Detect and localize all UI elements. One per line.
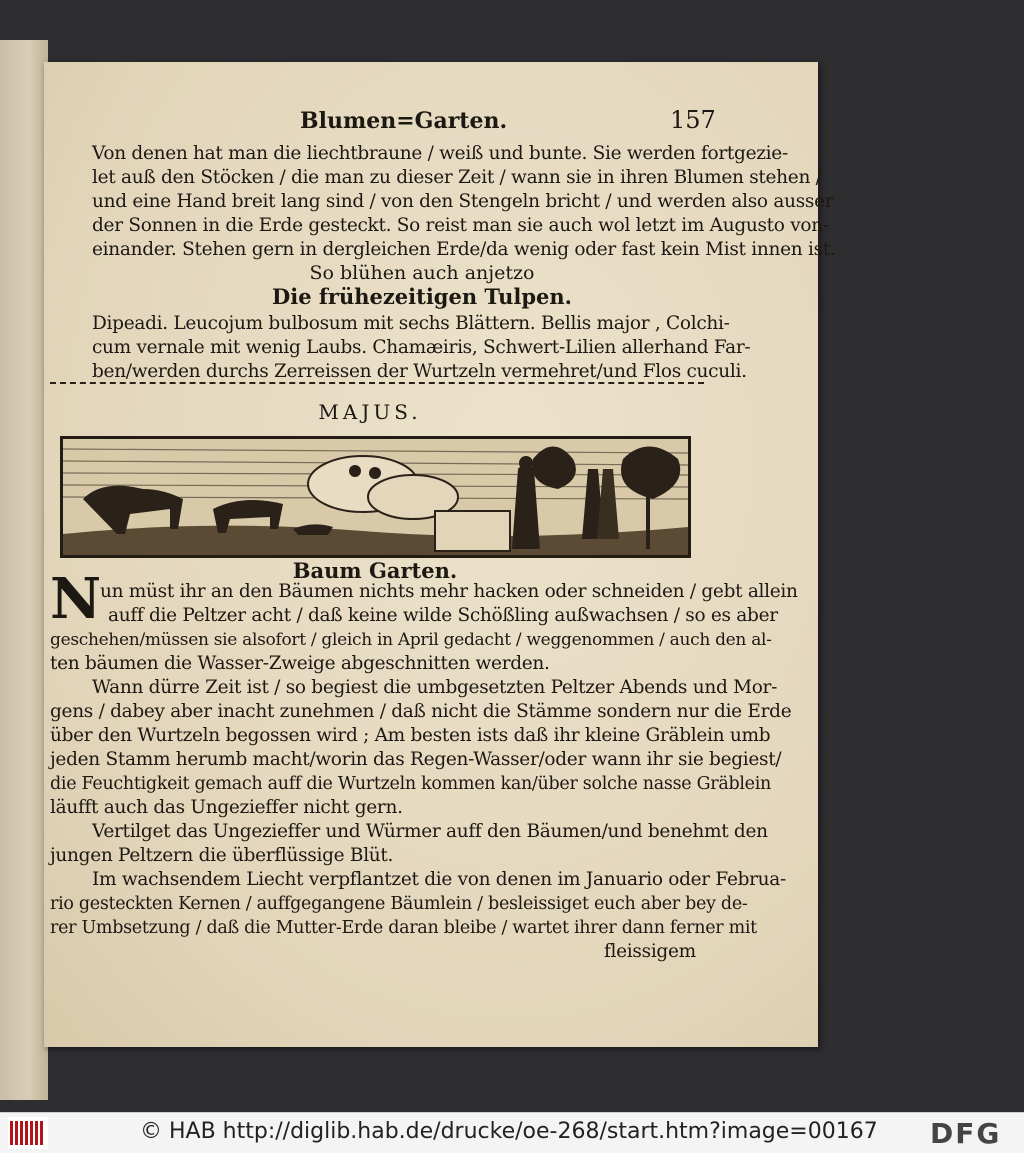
viewer-footer	[0, 1112, 1024, 1153]
running-head: Blumen=Garten.	[300, 108, 508, 134]
text-line: let auß den Stöcken / die man zu dieser Zeit / wann sie in ihren Blumen stehen /	[92, 167, 822, 188]
catchword: fleissigem	[604, 941, 696, 962]
text-line: Vertilget das Ungezieffer und Würmer auff den Bäumen/und benehmt den	[92, 821, 768, 842]
text-line: auff die Peltzer acht / daß keine wilde Schößling außwachsen / so es aber	[108, 605, 778, 626]
woodcut-illustration	[60, 436, 691, 558]
book-page	[44, 62, 836, 1047]
text-line: Von denen hat man die liechtbraune / weiß und bunte. Sie werden fortgezie-	[92, 143, 788, 164]
text-line: cum vernale mit wenig Laubs. Chamæiris, Schwert-Lilien allerhand Far-	[92, 337, 751, 358]
dfg-logo[interactable]: DFG	[930, 1117, 1002, 1150]
text-line: über den Wurtzeln begossen wird ; Am besten ists daß ihr kleine Gräblein umb	[50, 725, 771, 746]
text-line: Dipeadi. Leucojum bulbosum mit sechs Blättern. Bellis major , Colchi-	[92, 313, 730, 334]
text-line: geschehen/müssen sie alsofort / gleich in April gedacht / weggenommen / auch den al-	[50, 630, 772, 650]
text-line: Im wachsendem Liecht verpflantzet die von denen im Januario oder Februa-	[92, 869, 786, 890]
text-line: ben/werden durchs Zerreissen der Wurtzeln vermehret/und Flos cuculi.	[92, 361, 747, 382]
text-line: einander. Stehen gern in dergleichen Erde/da wenig oder fast kein Mist innen ist.	[92, 239, 836, 260]
text-line: rio gesteckten Kernen / auffgegangene Bäumlein / besleissiget euch aber bey de-	[50, 894, 748, 914]
subheading-line: So blühen auch anjetzo	[309, 262, 535, 284]
text-line: gens / dabey aber inacht zunehmen / daß nicht die Stämme sondern nur die Erde	[50, 701, 792, 722]
text-line: un müst ihr an den Bäumen nichts mehr hacken oder schneiden / gebt allein	[100, 581, 798, 602]
hab-logo-icon[interactable]	[8, 1117, 48, 1149]
woodcut-scene-icon	[63, 439, 688, 555]
page-number: 157	[670, 106, 716, 134]
text-line: die Feuchtigkeit gemach auff die Wurtzeln kommen kan/über solche nasse Gräblein	[50, 774, 771, 794]
text-line: jeden Stamm herumb macht/worin das Regen-Wasser/oder wann ihr sie begiest/	[50, 749, 782, 770]
dashed-divider	[50, 382, 704, 384]
tulip-heading: Die frühezeitigen Tulpen.	[272, 284, 572, 309]
text-line: ten bäumen die Wasser-Zweige abgeschnitten werden.	[50, 653, 550, 674]
text-line: jungen Peltzern die überflüssige Blüt.	[50, 845, 394, 866]
previous-page-edge	[0, 40, 48, 1100]
text-line: Wann dürre Zeit ist / so begiest die umbgesetzten Peltzer Abends und Mor-	[92, 677, 778, 698]
text-line: der Sonnen in die Erde gesteckt. So reist man sie auch wol letzt im Augusto von-	[92, 215, 829, 236]
drop-cap: N	[50, 566, 102, 632]
text-line: und eine Hand breit lang sind / von den Stengeln bricht / und werden also ausser	[92, 191, 834, 212]
text-line: läufft auch das Ungezieffer nicht gern.	[50, 797, 403, 818]
copyright-link[interactable]: © HAB http://diglib.hab.de/drucke/oe-268/start.htm?image=00167	[140, 1119, 878, 1144]
section-heading: Baum Garten.	[292, 558, 458, 583]
text-line: rer Umbsetzung / daß die Mutter-Erde daran bleibe / wartet ihrer dann ferner mit	[50, 918, 757, 938]
month-heading: MAJUS.	[318, 400, 422, 424]
